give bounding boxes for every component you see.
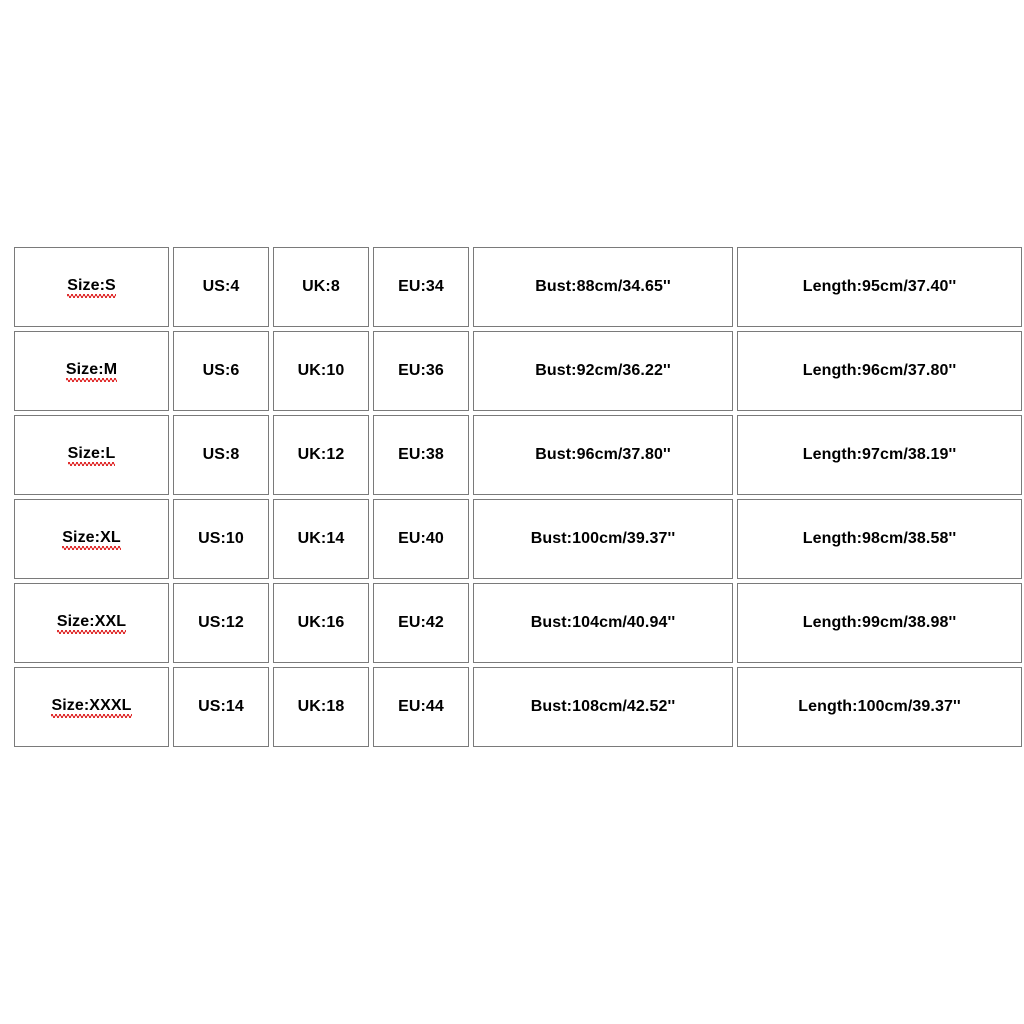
size-label: Size:XXL <box>57 613 126 633</box>
size-label: Size:XXXL <box>51 697 131 717</box>
cell-bust: Bust:88cm/34.65'' <box>473 247 733 327</box>
cell-bust: Bust:96cm/37.80'' <box>473 415 733 495</box>
size-label: Size:L <box>68 445 116 465</box>
cell-uk: UK:18 <box>273 667 369 747</box>
cell-length: Length:96cm/37.80'' <box>737 331 1022 411</box>
cell-eu: EU:36 <box>373 331 469 411</box>
cell-length: Length:97cm/38.19'' <box>737 415 1022 495</box>
size-label: Size:XL <box>62 529 121 549</box>
size-label: Size:S <box>67 277 116 297</box>
cell-uk: UK:12 <box>273 415 369 495</box>
size-chart-body <box>14 247 1022 747</box>
size-chart-container <box>10 243 1014 771</box>
table-row <box>14 499 1022 579</box>
cell-us: US:14 <box>173 667 269 747</box>
cell-us: US:12 <box>173 583 269 663</box>
table-row <box>14 247 1022 327</box>
cell-eu: EU:42 <box>373 583 469 663</box>
cell-length: Length:95cm/37.40'' <box>737 247 1022 327</box>
cell-size <box>14 247 169 327</box>
cell-us: US:4 <box>173 247 269 327</box>
cell-eu: EU:40 <box>373 499 469 579</box>
table-row <box>14 667 1022 747</box>
cell-bust: Bust:100cm/39.37'' <box>473 499 733 579</box>
table-row <box>14 583 1022 663</box>
cell-eu: EU:44 <box>373 667 469 747</box>
cell-eu: EU:38 <box>373 415 469 495</box>
cell-length: Length:99cm/38.98'' <box>737 583 1022 663</box>
cell-size <box>14 583 169 663</box>
cell-uk: UK:16 <box>273 583 369 663</box>
cell-eu: EU:34 <box>373 247 469 327</box>
cell-us: US:10 <box>173 499 269 579</box>
size-label: Size:M <box>66 361 117 381</box>
cell-bust: Bust:92cm/36.22'' <box>473 331 733 411</box>
cell-size <box>14 415 169 495</box>
cell-length: Length:100cm/39.37'' <box>737 667 1022 747</box>
cell-us: US:6 <box>173 331 269 411</box>
cell-bust: Bust:104cm/40.94'' <box>473 583 733 663</box>
table-row <box>14 415 1022 495</box>
cell-us: US:8 <box>173 415 269 495</box>
cell-uk: UK:8 <box>273 247 369 327</box>
cell-uk: UK:10 <box>273 331 369 411</box>
cell-length: Length:98cm/38.58'' <box>737 499 1022 579</box>
table-row <box>14 331 1022 411</box>
cell-uk: UK:14 <box>273 499 369 579</box>
cell-size <box>14 499 169 579</box>
cell-size <box>14 667 169 747</box>
cell-bust: Bust:108cm/42.52'' <box>473 667 733 747</box>
cell-size <box>14 331 169 411</box>
size-chart-table <box>10 243 1024 751</box>
